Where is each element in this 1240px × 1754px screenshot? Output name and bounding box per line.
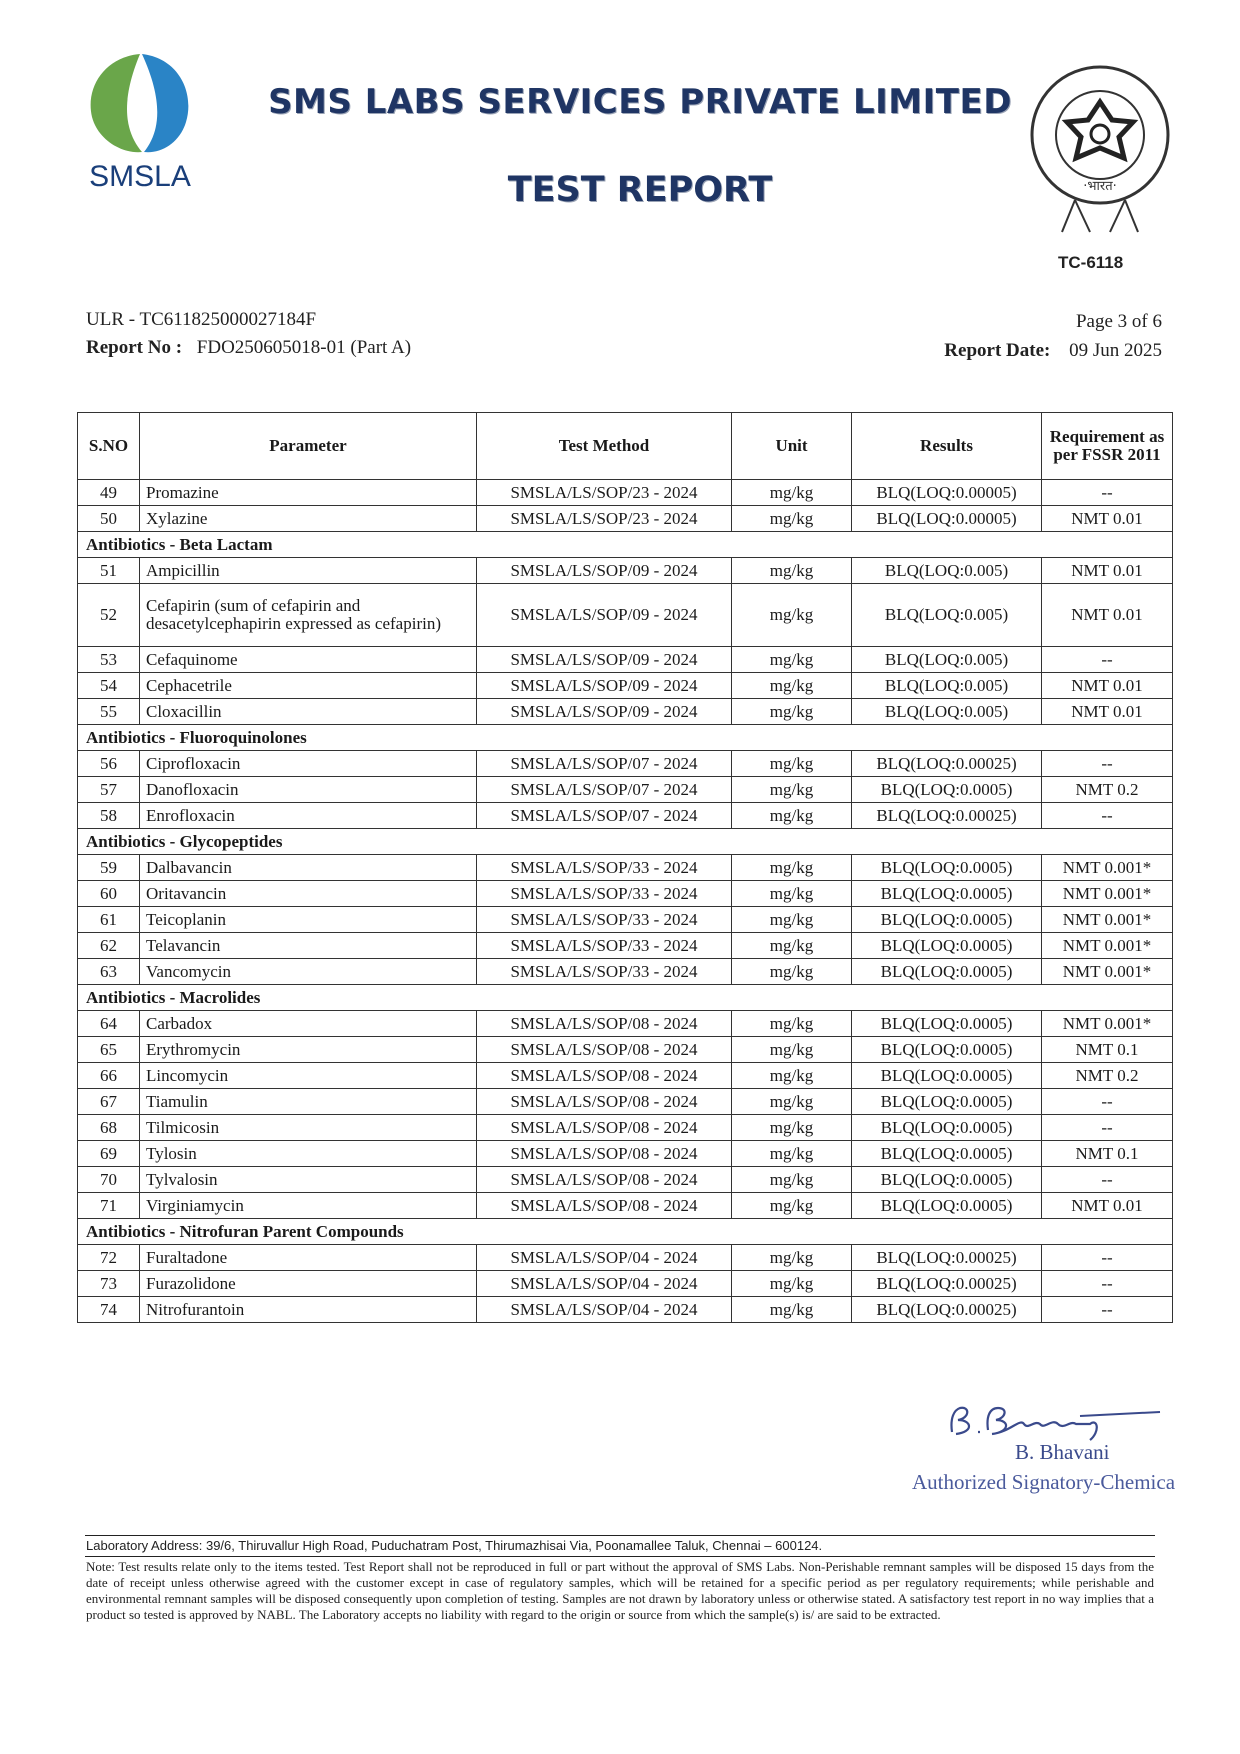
parameter-cell: Teicoplanin <box>140 907 477 933</box>
parameter-cell: Enrofloxacin <box>140 803 477 829</box>
sno-cell: 53 <box>78 647 140 673</box>
parameter-cell: Telavancin <box>140 933 477 959</box>
result-cell: BLQ(LOQ:0.005) <box>852 673 1042 699</box>
parameter-cell: Nitrofurantoin <box>140 1297 477 1323</box>
seal-text: ·भारत· <box>1083 179 1117 194</box>
test-method-cell: SMSLA/LS/SOP/08 - 2024 <box>477 1011 732 1037</box>
table-row <box>78 1271 1173 1297</box>
requirement-cell: -- <box>1042 1245 1173 1271</box>
parameter-cell: Xylazine <box>140 506 477 532</box>
result-cell: BLQ(LOQ:0.0005) <box>852 1193 1042 1219</box>
table-row <box>78 1115 1173 1141</box>
unit-cell: mg/kg <box>732 881 852 907</box>
result-cell: BLQ(LOQ:0.0005) <box>852 933 1042 959</box>
table-body <box>78 480 1173 1323</box>
test-method-cell: SMSLA/LS/SOP/07 - 2024 <box>477 803 732 829</box>
parameter-cell: Cefapirin (sum of cefapirin and desacetylcephapirin expressed as cefapirin) <box>140 584 477 647</box>
requirement-cell: -- <box>1042 803 1173 829</box>
table-row <box>78 673 1173 699</box>
test-method-cell: SMSLA/LS/SOP/08 - 2024 <box>477 1037 732 1063</box>
requirement-cell: -- <box>1042 1271 1173 1297</box>
sno-cell: 61 <box>78 907 140 933</box>
footer-divider <box>85 1535 1155 1536</box>
requirement-cell: NMT 0.01 <box>1042 558 1173 584</box>
unit-cell: mg/kg <box>732 751 852 777</box>
parameter-cell: Tiamulin <box>140 1089 477 1115</box>
parameter-cell: Dalbavancin <box>140 855 477 881</box>
company-name: SMS LABS SERVICES PRIVATE LIMITED <box>268 82 1012 122</box>
requirement-cell: -- <box>1042 480 1173 506</box>
test-method-cell: SMSLA/LS/SOP/04 - 2024 <box>477 1245 732 1271</box>
result-cell: BLQ(LOQ:0.0005) <box>852 1011 1042 1037</box>
test-method-cell: SMSLA/LS/SOP/33 - 2024 <box>477 907 732 933</box>
column-header: Parameter <box>140 413 477 480</box>
requirement-cell: -- <box>1042 1115 1173 1141</box>
requirement-cell: NMT 0.01 <box>1042 584 1173 647</box>
column-header: Unit <box>732 413 852 480</box>
test-method-cell: SMSLA/LS/SOP/09 - 2024 <box>477 699 732 725</box>
requirement-cell: NMT 0.001* <box>1042 1011 1173 1037</box>
parameter-cell: Oritavancin <box>140 881 477 907</box>
test-method-cell: SMSLA/LS/SOP/08 - 2024 <box>477 1115 732 1141</box>
report-number <box>86 337 411 359</box>
parameter-cell: Tilmicosin <box>140 1115 477 1141</box>
footer-note: Note: Test results relate only to the items tested. Test Report shall not be reproduced in full or part without the approval of SMS Labs. Non-Perishable remnant samples will be disposed 15 days from the date of receipt unless otherwise agreed with the customer except in case of regulatory samples, which will be retained for a specific period as per regulatory requirements; while perishable and environmental remnant samples will be disposed consequently upon completion of testing. Samples are not drawn by laboratory unless or otherwise stated. A satisfactory test report in no way implies that a product so tested is approved by NABL. The Laboratory accepts no liability with regard to the origin or source from which the sample(s) is/ are said to be extracted. <box>86 1559 1154 1622</box>
results-table-container <box>77 412 1172 1323</box>
sno-cell: 50 <box>78 506 140 532</box>
nabl-seal-icon <box>1020 60 1180 240</box>
sno-cell: 60 <box>78 881 140 907</box>
test-method-cell: SMSLA/LS/SOP/33 - 2024 <box>477 881 732 907</box>
requirement-cell: -- <box>1042 751 1173 777</box>
requirement-cell: NMT 0.001* <box>1042 855 1173 881</box>
column-header: S.NO <box>78 413 140 480</box>
result-cell: BLQ(LOQ:0.0005) <box>852 907 1042 933</box>
results-table <box>77 412 1173 1323</box>
signatory-name: B. Bhavani <box>1015 1440 1110 1464</box>
column-header: Test Method <box>477 413 732 480</box>
test-method-cell: SMSLA/LS/SOP/09 - 2024 <box>477 673 732 699</box>
test-method-cell: SMSLA/LS/SOP/04 - 2024 <box>477 1297 732 1323</box>
page-indicator: Page 3 of 6 <box>1075 311 1162 332</box>
sno-cell: 65 <box>78 1037 140 1063</box>
parameter-cell: Furazolidone <box>140 1271 477 1297</box>
table-row <box>78 1089 1173 1115</box>
sno-cell: 69 <box>78 1141 140 1167</box>
parameter-cell: Ampicillin <box>140 558 477 584</box>
result-cell: BLQ(LOQ:0.00025) <box>852 1297 1042 1323</box>
unit-cell: mg/kg <box>732 647 852 673</box>
requirement-cell: NMT 0.2 <box>1042 1063 1173 1089</box>
parameter-cell: Carbadox <box>140 1011 477 1037</box>
table-row <box>78 933 1173 959</box>
parameter-cell: Erythromycin <box>140 1037 477 1063</box>
sno-cell: 67 <box>78 1089 140 1115</box>
section-row <box>78 829 1173 855</box>
table-row <box>78 647 1173 673</box>
parameter-cell: Lincomycin <box>140 1063 477 1089</box>
table-row <box>78 699 1173 725</box>
requirement-cell: NMT 0.001* <box>1042 907 1173 933</box>
report-date-value: 09 Jun 2025 <box>1069 340 1162 361</box>
result-cell: BLQ(LOQ:0.0005) <box>852 881 1042 907</box>
sno-cell: 72 <box>78 1245 140 1271</box>
table-row <box>78 777 1173 803</box>
result-cell: BLQ(LOQ:0.0005) <box>852 855 1042 881</box>
signature-icon <box>940 1398 1190 1446</box>
table-row <box>78 907 1173 933</box>
result-cell: BLQ(LOQ:0.005) <box>852 647 1042 673</box>
unit-cell: mg/kg <box>732 1141 852 1167</box>
unit-cell: mg/kg <box>732 584 852 647</box>
unit-cell: mg/kg <box>732 803 852 829</box>
parameter-cell: Cephacetrile <box>140 673 477 699</box>
sno-cell: 71 <box>78 1193 140 1219</box>
result-cell: BLQ(LOQ:0.0005) <box>852 1089 1042 1115</box>
logo-spine-icon <box>80 52 200 157</box>
footer-divider <box>85 1556 1155 1557</box>
unit-cell: mg/kg <box>732 1063 852 1089</box>
unit-cell: mg/kg <box>732 1167 852 1193</box>
section-label: Antibiotics - Beta Lactam <box>78 532 1173 558</box>
test-method-cell: SMSLA/LS/SOP/23 - 2024 <box>477 480 732 506</box>
unit-cell: mg/kg <box>732 855 852 881</box>
result-cell: BLQ(LOQ:0.00025) <box>852 1245 1042 1271</box>
result-cell: BLQ(LOQ:0.005) <box>852 699 1042 725</box>
sno-cell: 74 <box>78 1297 140 1323</box>
requirement-cell: -- <box>1042 1167 1173 1193</box>
requirement-cell: -- <box>1042 647 1173 673</box>
table-header-row <box>78 413 1173 480</box>
company-logo <box>80 52 200 202</box>
section-label: Antibiotics - Nitrofuran Parent Compounds <box>78 1219 1173 1245</box>
requirement-cell: NMT 0.001* <box>1042 933 1173 959</box>
unit-cell: mg/kg <box>732 480 852 506</box>
requirement-cell: NMT 0.001* <box>1042 881 1173 907</box>
test-method-cell: SMSLA/LS/SOP/08 - 2024 <box>477 1063 732 1089</box>
accreditation-seal <box>1020 60 1180 240</box>
result-cell: BLQ(LOQ:0.005) <box>852 584 1042 647</box>
unit-cell: mg/kg <box>732 558 852 584</box>
result-cell: BLQ(LOQ:0.0005) <box>852 1037 1042 1063</box>
parameter-cell: Cloxacillin <box>140 699 477 725</box>
test-method-cell: SMSLA/LS/SOP/08 - 2024 <box>477 1141 732 1167</box>
sno-cell: 55 <box>78 699 140 725</box>
requirement-cell: NMT 0.01 <box>1042 506 1173 532</box>
sno-cell: 70 <box>78 1167 140 1193</box>
lab-address: Laboratory Address: 39/6, Thiruvallur High Road, Puduchatram Post, Thirumazhisai Via, Poonamallee Taluk, Chennai – 600124. <box>86 1538 823 1553</box>
requirement-cell: NMT 0.1 <box>1042 1141 1173 1167</box>
table-row <box>78 1141 1173 1167</box>
parameter-cell: Tylosin <box>140 1141 477 1167</box>
test-method-cell: SMSLA/LS/SOP/33 - 2024 <box>477 933 732 959</box>
requirement-cell: -- <box>1042 1297 1173 1323</box>
parameter-cell: Tylvalosin <box>140 1167 477 1193</box>
sno-cell: 52 <box>78 584 140 647</box>
unit-cell: mg/kg <box>732 1011 852 1037</box>
parameter-cell: Danofloxacin <box>140 777 477 803</box>
signature <box>940 1398 1190 1446</box>
sno-cell: 64 <box>78 1011 140 1037</box>
test-method-cell: SMSLA/LS/SOP/09 - 2024 <box>477 584 732 647</box>
sno-cell: 63 <box>78 959 140 985</box>
report-date <box>944 340 1162 362</box>
signatory-role: Authorized Signatory-Chemica <box>912 1470 1176 1494</box>
table-row <box>78 1167 1173 1193</box>
test-method-cell: SMSLA/LS/SOP/08 - 2024 <box>477 1167 732 1193</box>
parameter-cell: Virginiamycin <box>140 1193 477 1219</box>
unit-cell: mg/kg <box>732 699 852 725</box>
sno-cell: 54 <box>78 673 140 699</box>
section-label: Antibiotics - Fluoroquinolones <box>78 725 1173 751</box>
requirement-cell: NMT 0.01 <box>1042 673 1173 699</box>
table-row <box>78 1297 1173 1323</box>
result-cell: BLQ(LOQ:0.005) <box>852 558 1042 584</box>
section-row <box>78 725 1173 751</box>
unit-cell: mg/kg <box>732 1193 852 1219</box>
parameter-cell: Cefaquinome <box>140 647 477 673</box>
sno-cell: 66 <box>78 1063 140 1089</box>
logo-text: SMSLA <box>89 160 191 193</box>
table-row <box>78 855 1173 881</box>
unit-cell: mg/kg <box>732 959 852 985</box>
unit-cell: mg/kg <box>732 1245 852 1271</box>
table-row <box>78 881 1173 907</box>
parameter-cell: Furaltadone <box>140 1245 477 1271</box>
test-method-cell: SMSLA/LS/SOP/04 - 2024 <box>477 1271 732 1297</box>
result-cell: BLQ(LOQ:0.0005) <box>852 959 1042 985</box>
section-row <box>78 532 1173 558</box>
table-row <box>78 803 1173 829</box>
requirement-cell: NMT 0.2 <box>1042 777 1173 803</box>
section-label: Antibiotics - Macrolides <box>78 985 1173 1011</box>
column-header: Results <box>852 413 1042 480</box>
section-label: Antibiotics - Glycopeptides <box>78 829 1173 855</box>
result-cell: BLQ(LOQ:0.0005) <box>852 1115 1042 1141</box>
report-number-value: FDO250605018-01 (Part A) <box>196 337 412 358</box>
result-cell: BLQ(LOQ:0.00025) <box>852 1271 1042 1297</box>
result-cell: BLQ(LOQ:0.00025) <box>852 803 1042 829</box>
ulr-number: ULR - TC611825000027184F <box>86 309 317 330</box>
table-row <box>78 751 1173 777</box>
unit-cell: mg/kg <box>732 673 852 699</box>
unit-cell: mg/kg <box>732 1037 852 1063</box>
report-number-label: Report No : <box>86 337 183 358</box>
unit-cell: mg/kg <box>732 933 852 959</box>
column-header: Requirement as per FSSR 2011 <box>1042 413 1173 480</box>
result-cell: BLQ(LOQ:0.0005) <box>852 1167 1042 1193</box>
table-row <box>78 1245 1173 1271</box>
test-method-cell: SMSLA/LS/SOP/07 - 2024 <box>477 751 732 777</box>
requirement-cell: NMT 0.001* <box>1042 959 1173 985</box>
table-row <box>78 506 1173 532</box>
result-cell: BLQ(LOQ:0.0005) <box>852 1141 1042 1167</box>
table-row <box>78 959 1173 985</box>
sno-cell: 51 <box>78 558 140 584</box>
sno-cell: 57 <box>78 777 140 803</box>
test-method-cell: SMSLA/LS/SOP/33 - 2024 <box>477 855 732 881</box>
requirement-cell: NMT 0.1 <box>1042 1037 1173 1063</box>
unit-cell: mg/kg <box>732 1271 852 1297</box>
sno-cell: 59 <box>78 855 140 881</box>
table-row <box>78 1063 1173 1089</box>
section-row <box>78 1219 1173 1245</box>
parameter-cell: Vancomycin <box>140 959 477 985</box>
sno-cell: 49 <box>78 480 140 506</box>
report-date-label: Report Date: <box>944 340 1051 361</box>
test-method-cell: SMSLA/LS/SOP/07 - 2024 <box>477 777 732 803</box>
test-method-cell: SMSLA/LS/SOP/23 - 2024 <box>477 506 732 532</box>
unit-cell: mg/kg <box>732 1115 852 1141</box>
sno-cell: 68 <box>78 1115 140 1141</box>
requirement-cell: NMT 0.01 <box>1042 1193 1173 1219</box>
unit-cell: mg/kg <box>732 506 852 532</box>
test-method-cell: SMSLA/LS/SOP/08 - 2024 <box>477 1193 732 1219</box>
test-method-cell: SMSLA/LS/SOP/33 - 2024 <box>477 959 732 985</box>
unit-cell: mg/kg <box>732 1089 852 1115</box>
parameter-cell: Ciprofloxacin <box>140 751 477 777</box>
table-row <box>78 1193 1173 1219</box>
table-row <box>78 584 1173 647</box>
parameter-cell: Promazine <box>140 480 477 506</box>
table-row <box>78 558 1173 584</box>
table-row <box>78 480 1173 506</box>
result-cell: BLQ(LOQ:0.00005) <box>852 506 1042 532</box>
tc-number: TC-6118 <box>1058 253 1124 272</box>
document-title: TEST REPORT <box>507 170 773 210</box>
result-cell: BLQ(LOQ:0.00025) <box>852 751 1042 777</box>
section-row <box>78 985 1173 1011</box>
sno-cell: 73 <box>78 1271 140 1297</box>
unit-cell: mg/kg <box>732 907 852 933</box>
table-row <box>78 1011 1173 1037</box>
unit-cell: mg/kg <box>732 777 852 803</box>
requirement-cell: NMT 0.01 <box>1042 699 1173 725</box>
sno-cell: 56 <box>78 751 140 777</box>
test-method-cell: SMSLA/LS/SOP/09 - 2024 <box>477 647 732 673</box>
sno-cell: 62 <box>78 933 140 959</box>
result-cell: BLQ(LOQ:0.0005) <box>852 777 1042 803</box>
result-cell: BLQ(LOQ:0.0005) <box>852 1063 1042 1089</box>
table-row <box>78 1037 1173 1063</box>
sno-cell: 58 <box>78 803 140 829</box>
requirement-cell: -- <box>1042 1089 1173 1115</box>
test-method-cell: SMSLA/LS/SOP/08 - 2024 <box>477 1089 732 1115</box>
unit-cell: mg/kg <box>732 1297 852 1323</box>
test-method-cell: SMSLA/LS/SOP/09 - 2024 <box>477 558 732 584</box>
result-cell: BLQ(LOQ:0.00005) <box>852 480 1042 506</box>
